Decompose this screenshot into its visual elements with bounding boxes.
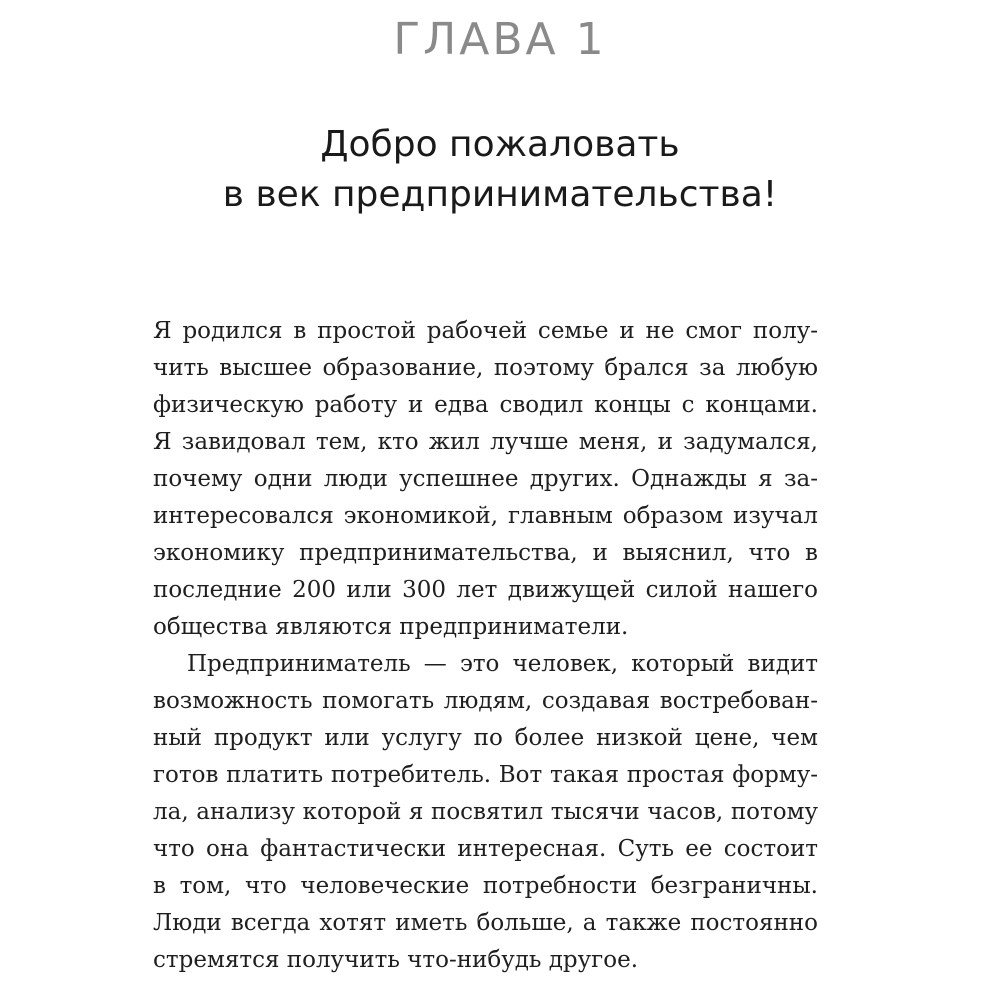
text-line: почему одни люди успешнее других. Однажды я за- [153, 466, 818, 492]
text-line: Люди всегда хотят иметь больше, а также постоянно [153, 910, 818, 936]
chapter-label: ГЛАВА 1 [393, 14, 607, 65]
text-line: возможность помогать людям, создавая востребован- [153, 688, 818, 714]
text-line: экономику предпринимательства, и выяснил, что в [153, 540, 818, 566]
text-line: Я родился в простой рабочей семье и не смог полу- [153, 318, 818, 344]
text-line: последние 200 или 300 лет движущей силой нашего [153, 577, 818, 603]
text-line: чить высшее образование, поэтому брался за любую [153, 355, 818, 381]
text-line: Предприниматель — это человек, который видит [187, 651, 818, 677]
paragraph-1 [153, 313, 818, 646]
text-line: физическую работу и едва сводил концы с концами. [153, 392, 818, 418]
text-line: Я завидовал тем, кто жил лучше меня, и задумался, [153, 429, 818, 455]
chapter-title [0, 120, 1000, 220]
text-line: что она фантастически интересная. Суть ее состоит [153, 836, 818, 862]
text-line: готов платить потребитель. Вот такая простая форму- [153, 762, 818, 788]
text-line: общества являются предприниматели. [153, 614, 629, 640]
chapter-title-line-1: Добро пожаловать [320, 124, 680, 165]
body-text [153, 313, 818, 979]
text-line: в том, что человеческие потребности безграничны. [153, 873, 818, 899]
chapter-title-line-2: в век предпринимательства! [222, 174, 778, 215]
text-line: ла, анализу которой я посвятил тысячи часов, потому [153, 799, 818, 825]
text-line: интересовался экономикой, главным образом изучал [153, 503, 818, 529]
text-line: ный продукт или услугу по более низкой цене, чем [153, 725, 818, 751]
text-line: стремятся получить что-нибудь другое. [153, 947, 638, 973]
paragraph-2 [153, 646, 818, 979]
